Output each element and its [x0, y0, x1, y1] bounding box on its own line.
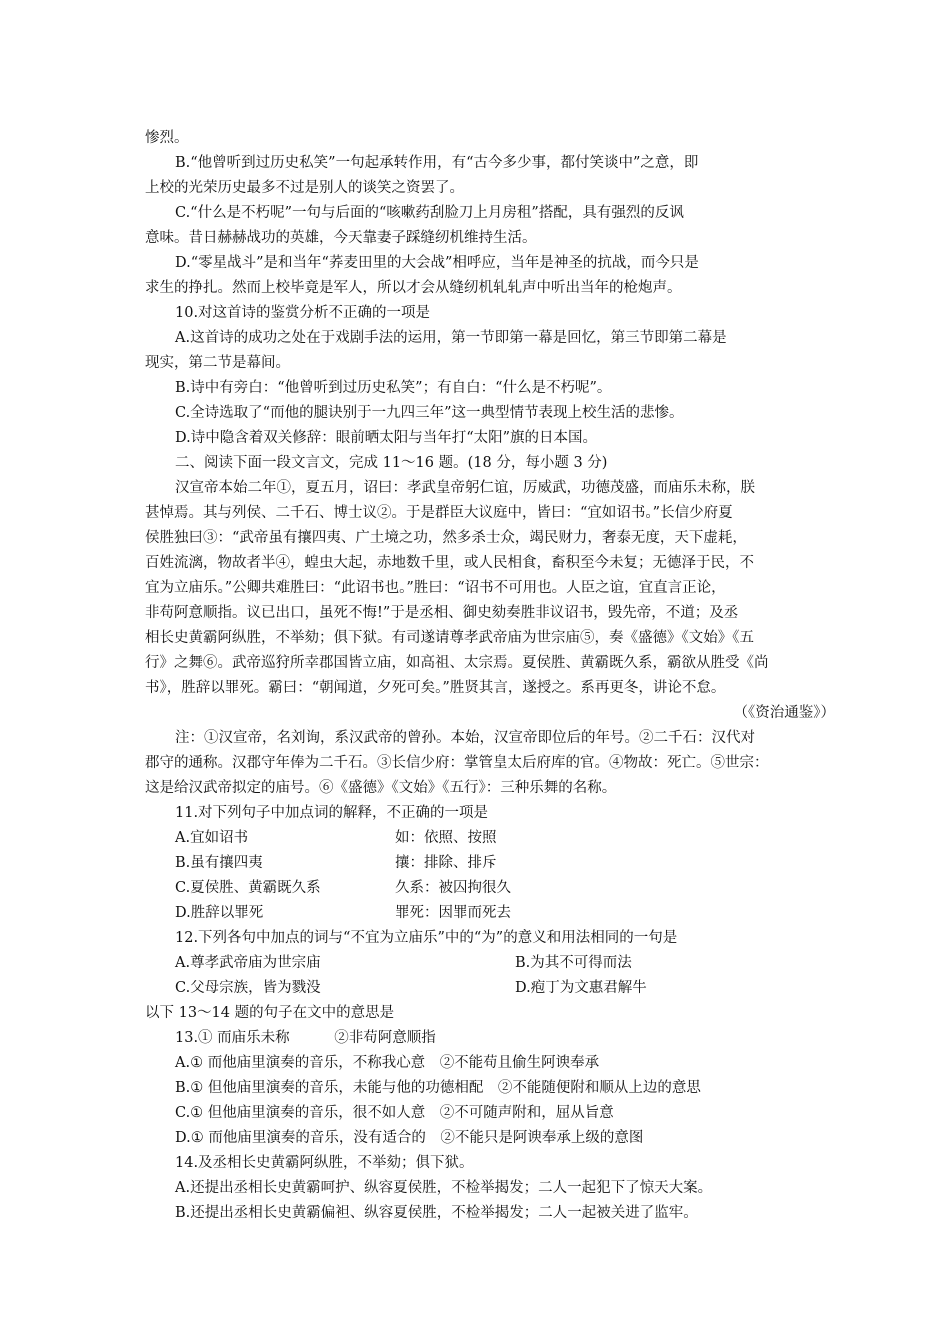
option-sentence: A.宜如诏书: [175, 830, 249, 846]
option-sentence: D.胜辞以罪死: [175, 905, 264, 921]
source-citation: （《资治通鉴》）: [733, 705, 835, 721]
question-13-option: B.① 但他庙里演奏的音乐，未能与他的功德相配 ②不能随便附和顺从上边的意思: [175, 1080, 701, 1096]
question-11-option: [145, 826, 835, 851]
option-sentence: C.夏侯胜、黄霸既久系: [175, 880, 321, 896]
question-11-option: [145, 876, 835, 901]
text-line: B.诗中有旁白：“他曾听到过历史私笑”；有自白：“什么是不朽呢”。: [175, 380, 612, 396]
question-13-option: C.① 但他庙里演奏的音乐，很不如人意 ②不可随声附和，屈从旨意: [175, 1105, 614, 1121]
text-line: 现实，第二节是幕间。: [145, 355, 290, 371]
text-line: 意味。昔日赫赫战功的英雄，今天靠妻子踩缝纫机维持生活。: [145, 230, 537, 246]
question-11-stem: 11.对下列句子中加点词的解释，不正确的一项是: [175, 805, 489, 821]
stem-part-2: ②非苟阿意顺指: [334, 1030, 436, 1046]
text-line: A.这首诗的成功之处在于戏剧手法的运用，第一节即第一幕是回忆，第三节即第二幕是: [175, 330, 727, 346]
question-12-stem: 12.下列各句中加点的词与“不宜为立庙乐”中的“为”的意义和用法相同的一句是: [175, 930, 678, 946]
page-content: [145, 126, 835, 1226]
question-13-stem: [145, 1026, 835, 1051]
question-13-option: D.① 而他庙里演奏的音乐，没有适合的 ②不能只是阿谀奉承上级的意图: [175, 1130, 644, 1146]
text-line: 惨烈。: [145, 130, 189, 146]
notes-line: 郡守的通称。汉郡守年俸为二千石。③长信少府：掌管皇太后府库的官。④物故：死亡。⑤世宗：: [145, 755, 769, 771]
option-explanation: 罪死：因罪而死去: [395, 905, 511, 921]
passage-line: 行》之舞⑥。武帝巡狩所幸郡国皆立庙，如高祖、太宗焉。夏侯胜、黄霸既久系，霸欲从胜受《尚: [145, 655, 769, 671]
passage-line: 相长史黄霸阿纵胜，不举劾；俱下狱。有司遂请尊孝武帝庙为世宗庙⑤，奏《盛德》《文始》《五: [145, 630, 754, 646]
option-d: D.疱丁为文惠君解牛: [515, 980, 647, 996]
text-line: D.“零星战斗”是和当年“荞麦田里的大会战”相呼应，当年是神圣的抗战，而今只是: [175, 255, 699, 271]
question-14-option: A.还提出丞相长史黄霸呵护、纵容夏侯胜，不检举揭发；二人一起犯下了惊天大案。: [175, 1180, 713, 1196]
passage-line: 侯胜独曰③：“武帝虽有攘四夷、广土境之功，然多杀士众，竭民财力，奢泰无度，天下虚耗，: [145, 530, 747, 546]
text-line: B.“他曾听到过历史私笑”一句起承转作用，有“古今多少事，都付笑谈中”之意，即: [175, 155, 699, 171]
option-explanation: 攘：排除、排斥: [395, 855, 497, 871]
option-a: A.尊孝武帝庙为世宗庙: [175, 955, 321, 971]
stem-part-1: 13.① 而庙乐未称: [175, 1030, 290, 1046]
passage-line: 宜为立庙乐。”公卿共难胜曰：“此诏书也。”胜曰：“诏书不可用也。人臣之谊，宜直言正论，: [145, 580, 726, 596]
option-explanation: 如：依照、按照: [395, 830, 497, 846]
question-10-stem: 10.对这首诗的鉴赏分析不正确的一项是: [175, 305, 431, 321]
question-11-option: [145, 901, 835, 926]
notes-line: 注：①汉宣帝，名刘询，系汉武帝的曾孙。本始，汉宣帝即位后的年号。②二千石：汉代对: [175, 730, 755, 746]
passage-line: 甚悼焉。其与列侯、二千石、博士议②。于是群臣大议庭中，皆曰：“宜如诏书。”长信少府夏: [145, 505, 733, 521]
text-line: C.全诗选取了“而他的腿诀别于一九四三年”这一典型情节表现上校生活的悲惨。: [175, 405, 684, 421]
section-heading: 二、阅读下面一段文言文，完成 11～16 题。(18 分，每小题 3 分): [175, 455, 608, 471]
text-line: D.诗中隐含着双关修辞：眼前晒太阳与当年打“太阳”旗的日本国。: [175, 430, 598, 446]
passage-line: 汉宣帝本始二年①，夏五月，诏曰：孝武皇帝躬仁谊，厉威武，功德茂盛，而庙乐未称，朕: [175, 480, 755, 496]
question-12-option-row: [145, 976, 835, 1001]
passage-line: 书》，胜辞以罪死。霸曰：“朝闻道，夕死可矣。”胜贤其言，遂授之。系再更冬，讲论不怠。: [145, 680, 726, 696]
option-explanation: 久系：被囚拘很久: [395, 880, 511, 896]
passage-line: 百姓流漓，物故者半④，蝗虫大起，赤地数千里，或人民相食，畜积至今未复；无德泽于民，不: [145, 555, 754, 571]
option-sentence: B.虽有攘四夷: [175, 855, 263, 871]
notes-line: 这是给汉武帝拟定的庙号。⑥《盛德》《文始》《五行》：三种乐舞的名称。: [145, 780, 617, 796]
passage-line: 非苟阿意顺指。议已出口，虽死不悔!”于是丞相、御史劾奏胜非议诏书，毁先帝，不道；及丞: [145, 605, 739, 621]
text-line: 求生的挣扎。然而上校毕竟是军人，所以才会从缝纫机轧轧声中听出当年的枪炮声。: [145, 280, 682, 296]
question-14-stem: 14.及丞相长史黄霸阿纵胜，不举劾；俱下狱。: [175, 1155, 474, 1171]
question-13-option: A.① 而他庙里演奏的音乐，不称我心意 ②不能苟且偷生阿谀奉承: [175, 1055, 600, 1071]
text-line: C.“什么是不朽呢”一句与后面的“咳嗽药刮脸刀上月房租”搭配，具有强烈的反讽: [175, 205, 684, 221]
option-b: B.为其不可得而法: [515, 955, 632, 971]
question-11-option: [145, 851, 835, 876]
question-14-option: B.还提出丞相长史黄霸偏袒、纵容夏侯胜，不检举揭发；二人一起被关进了监牢。: [175, 1205, 698, 1221]
text-line: 上校的光荣历史最多不过是别人的谈笑之资罢了。: [145, 180, 464, 196]
question-13-intro: 以下 13～14 题的句子在文中的意思是: [145, 1005, 395, 1021]
option-c: C.父母宗族，皆为戮没: [175, 980, 321, 996]
question-12-option-row: [145, 951, 835, 976]
